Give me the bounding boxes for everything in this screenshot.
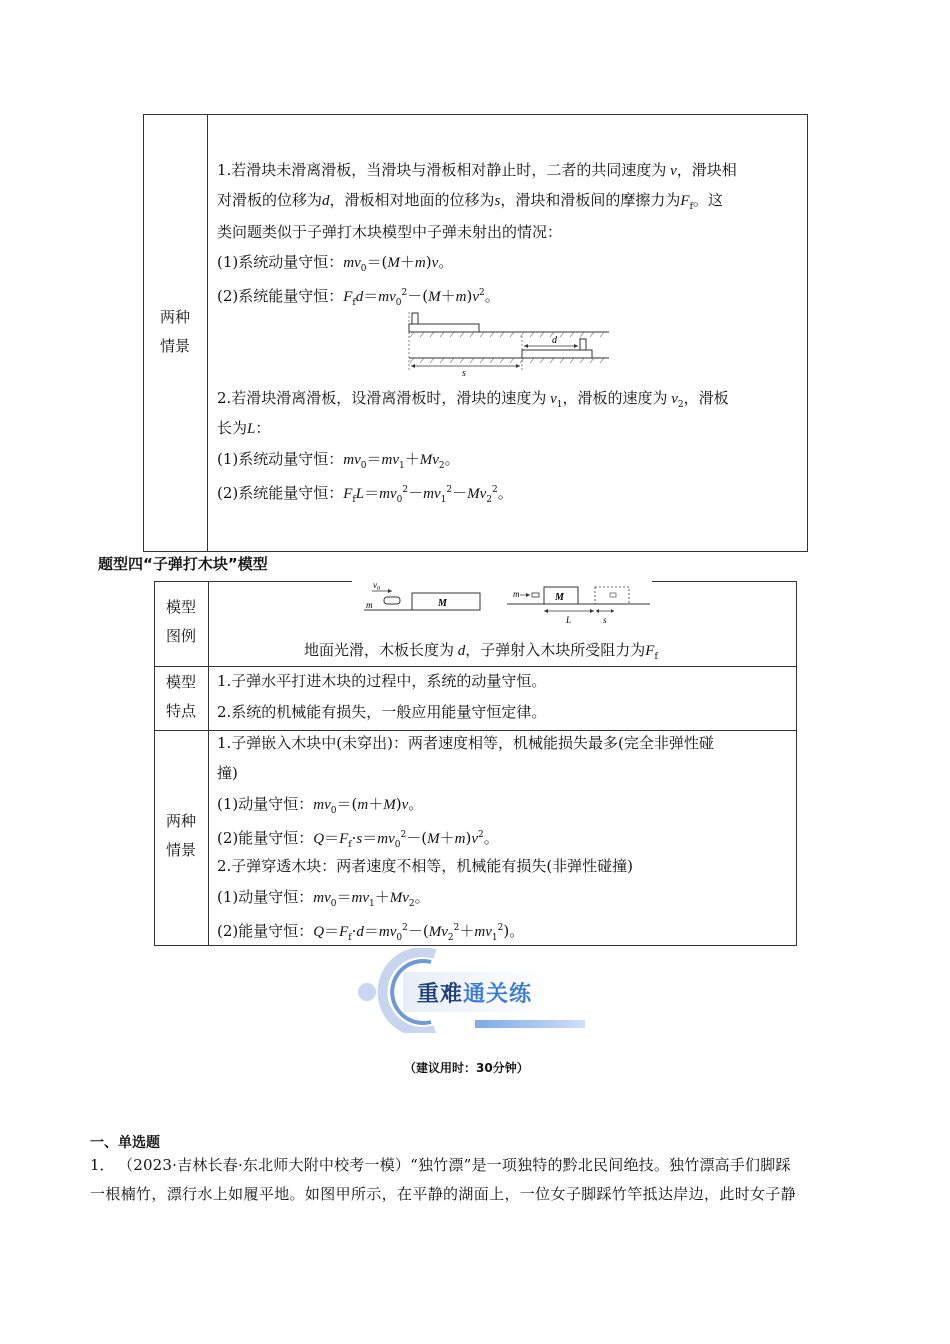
t2-r3-line2: 撞) xyxy=(217,764,238,782)
table1-row-label-1: 两种 xyxy=(160,308,191,326)
t1-p2-eq1: (1)系统动量守恒：$mv_0=mv_1+Mv_2$。 xyxy=(217,450,460,471)
t2-r3-line1: 1.子弹嵌入木块中(未穿出)：两者速度相等，机械能损失最多(完全非弹性碰 xyxy=(217,734,714,752)
diagram-label-s: s xyxy=(462,368,466,378)
section4-title: 题型四“子弹打木块”模型 xyxy=(98,555,268,573)
fig-s-label: s xyxy=(603,615,607,625)
t2-r3-eq3: (1)动量守恒：$mv_0=mv_1+Mv_2$。 xyxy=(217,888,430,909)
t1-p1-eq2: (2)系统能量守恒：$F_fd=mv_0^2-(M+m)v^2$。 xyxy=(217,287,500,308)
t2-r3-label-2: 情景 xyxy=(166,841,197,859)
slider-plank-diagram xyxy=(404,310,614,378)
t2-r2-line1: 1.子弹水平打进木块的过程中，系统的动量守恒。 xyxy=(217,672,547,690)
t1-p2-line1: 2.若滑块滑离滑板，设滑离滑板时，滑块的速度为 $v_1$，滑板的速度为 $v_2$，滑板 xyxy=(217,389,729,410)
t2-r1-caption: 地面光滑，木板长度为 d，子弹射入木块所受阻力为$F_f$ xyxy=(304,641,658,662)
table2-row-sep-2 xyxy=(154,730,797,731)
fig-m-label-1: m xyxy=(366,600,373,610)
t2-r2-line2: 2.系统的机械能有损失，一般应用能量守恒定律。 xyxy=(217,703,547,721)
t2-r3-eq1: (1)动量守恒：$mv_0=(m+M)v$。 xyxy=(217,795,424,816)
bullet-block-diagram xyxy=(352,579,652,627)
t2-r3-label-1: 两种 xyxy=(166,812,197,830)
t1-p1-line3: 类问题类似于子弹打木块模型中子弹未射出的情况： xyxy=(217,223,563,241)
t2-r3-eq2: (2)能量守恒：$Q=F_f\cdot s=mv_0^2-(M+m)v^2$。 xyxy=(217,829,499,850)
section1-title: 一、单选题 xyxy=(90,1135,160,1151)
suggest-time: （建议用时：30分钟） xyxy=(404,1061,529,1075)
q1-line2: 一根楠竹，漂行水上如履平地。如图甲所示，在平静的湖面上，一位女子脚踩竹竿抵达岸边，此时女子静 xyxy=(90,1185,797,1203)
banner-title-part2: 通关练 xyxy=(463,982,533,1007)
fig-v0-label: $v_0$ xyxy=(373,580,380,592)
banner-title xyxy=(417,977,532,1008)
t2-r3-eq4: (2)能量守恒：$Q=F_f\cdot d=mv_0^2-(Mv_2^2+mv_1^2)$。 xyxy=(217,922,525,943)
t2-r3-line5: 2.子弹穿透木块：两者速度不相等，机械能有损失(非弹性碰撞) xyxy=(217,857,634,875)
t1-p2-line2: 长为L： xyxy=(217,419,271,437)
t2-r2-label-2: 特点 xyxy=(166,702,197,720)
table2-divider xyxy=(208,581,209,946)
fig-M-label-2: M xyxy=(555,592,564,603)
t1-p1-line2: 对滑板的位移为d，滑板相对地面的位移为s，滑块和滑板间的摩擦力为$F_f$。这 xyxy=(217,191,723,212)
fig-M-label-1: M xyxy=(438,598,447,609)
t1-p1-eq1: (1)系统动量守恒：$mv_0=(M+m)v$。 xyxy=(217,253,454,274)
fig-L-label: L xyxy=(566,615,572,625)
table1-divider xyxy=(207,114,208,552)
table1-row-label-2: 情景 xyxy=(160,337,191,355)
t2-r1-label-1: 模型 xyxy=(166,598,197,616)
diagram-label-d: d xyxy=(552,335,557,346)
t2-r2-label-1: 模型 xyxy=(166,673,197,691)
t1-p2-eq2: (2)系统能量守恒：$F_fL=mv_0^2-mv_1^2-Mv_2^2$。 xyxy=(217,484,513,505)
banner xyxy=(355,948,590,1033)
q1-num: 1． xyxy=(90,1156,115,1174)
banner-title-part1: 重难 xyxy=(417,982,464,1007)
t2-r1-label-2: 图例 xyxy=(166,627,197,645)
fig-m-label-2: m xyxy=(513,589,520,599)
q1-line1: （2023·吉林长春·东北师大附中校考一模）“独竹漂”是一项独特的黔北民间绝技。独竹漂高手们脚踩 xyxy=(118,1156,791,1174)
t1-p1-line1: 1.若滑块未滑离滑板，当滑块与滑板相对静止时，二者的共同速度为 v，滑块相 xyxy=(217,161,737,179)
